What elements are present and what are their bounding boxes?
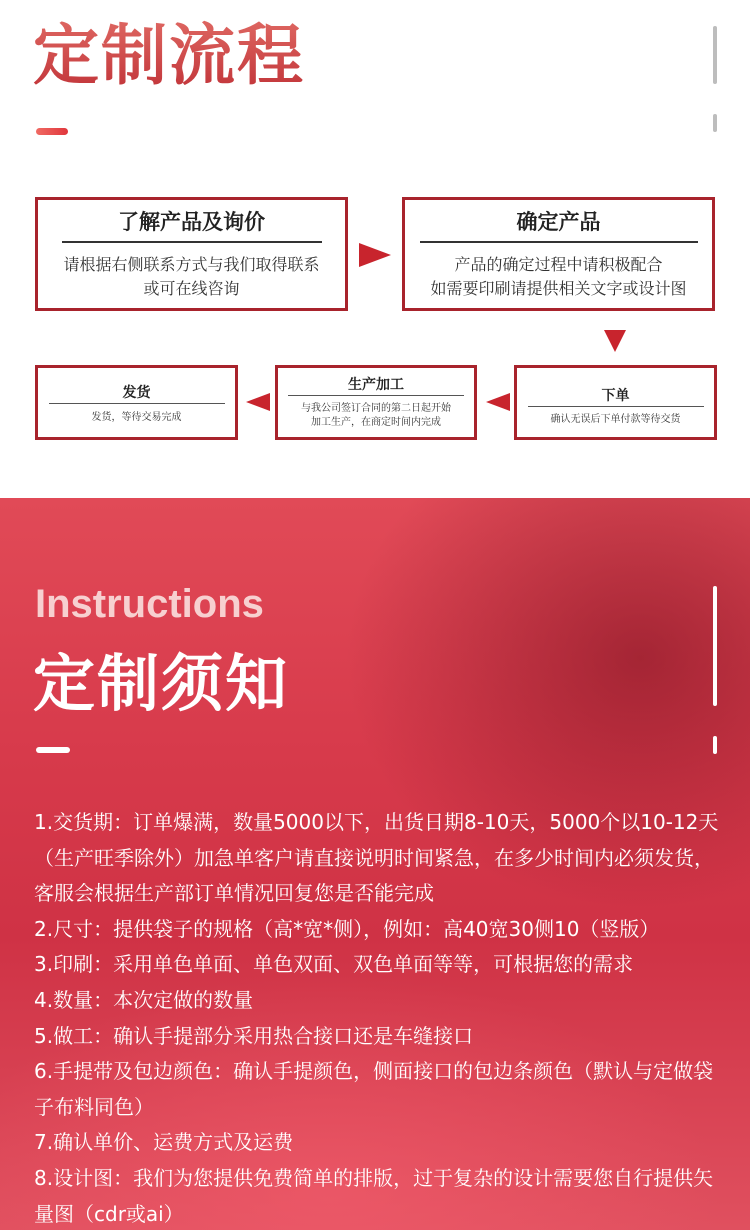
list-item: 5.做工：确认手提部分采用热合接口还是车缝接口	[34, 1023, 474, 1048]
arrow-right-icon	[359, 243, 391, 267]
step-title: 生产加工	[348, 377, 404, 393]
step-confirm-product	[402, 197, 715, 311]
step-title: 下单	[601, 388, 630, 404]
step-desc: 与我公司签订合同的第二日起开始 加工生产，在商定时间内完成	[301, 403, 451, 428]
instructions-section	[0, 498, 750, 1230]
step-desc: 发货，等待交易完成	[91, 412, 182, 423]
process-title: 定制流程	[33, 14, 305, 98]
step-divider	[528, 406, 704, 407]
instructions-title: 定制须知	[33, 647, 290, 720]
instructions-en-title: Instructions	[35, 582, 264, 626]
step-divider	[288, 395, 464, 396]
decorative-bar	[713, 114, 717, 132]
list-item: 6.手提带及包边颜色：确认手提颜色，侧面接口的包边条颜色（默认与定做袋子布料同色）	[34, 1059, 714, 1119]
list-item: 2.尺寸：提供袋子的规格（高*宽*侧），例如：高40宽30侧10（竖版）	[34, 916, 660, 941]
decorative-bar	[713, 736, 717, 754]
list-item: 4.数量：本次定做的数量	[34, 987, 254, 1012]
arrow-left-icon	[246, 393, 270, 411]
step-title: 确定产品	[516, 210, 601, 234]
step-desc: 产品的确定过程中请积极配合 如需要印刷请提供相关文字或设计图	[430, 255, 687, 298]
title-accent-dash	[36, 128, 68, 135]
process-section	[0, 0, 750, 498]
step-divider	[49, 403, 225, 404]
instructions-list	[34, 805, 724, 1230]
step-title: 了解产品及询价	[118, 210, 265, 234]
step-title: 发货	[122, 385, 151, 401]
step-production	[275, 365, 477, 440]
step-inquiry	[35, 197, 348, 311]
step-desc: 确认无误后下单付款等待交货	[550, 414, 681, 425]
decorative-bar	[713, 26, 717, 84]
step-divider	[420, 241, 698, 243]
step-shipping	[35, 365, 238, 440]
list-item: 8.设计图：我们为您提供免费简单的排版，过于复杂的设计需要您自行提供矢量图（cdr或ai）	[34, 1165, 714, 1226]
arrow-left-icon	[486, 393, 510, 411]
list-item: 3.印刷：采用单色单面、单色双面、双色单面等等，可根据您的需求	[34, 952, 634, 977]
title-accent-dash	[36, 747, 70, 753]
list-item: 7.确认单价、运费方式及运费	[34, 1130, 294, 1155]
step-order	[514, 365, 717, 440]
step-desc: 请根据右侧联系方式与我们取得联系 或可在线咨询	[63, 255, 320, 298]
arrow-down-icon	[604, 330, 626, 352]
decorative-bar	[713, 586, 717, 706]
list-item: 1.交货期：订单爆满，数量5000以下，出货日期8-10天，5000个以10-12天（生产旺季除外）加急单客户请直接说明时间紧急，在多少时间内必须发货，客服会根据生产部订单情况回复您是否能完成	[34, 810, 719, 906]
step-divider	[62, 241, 322, 243]
